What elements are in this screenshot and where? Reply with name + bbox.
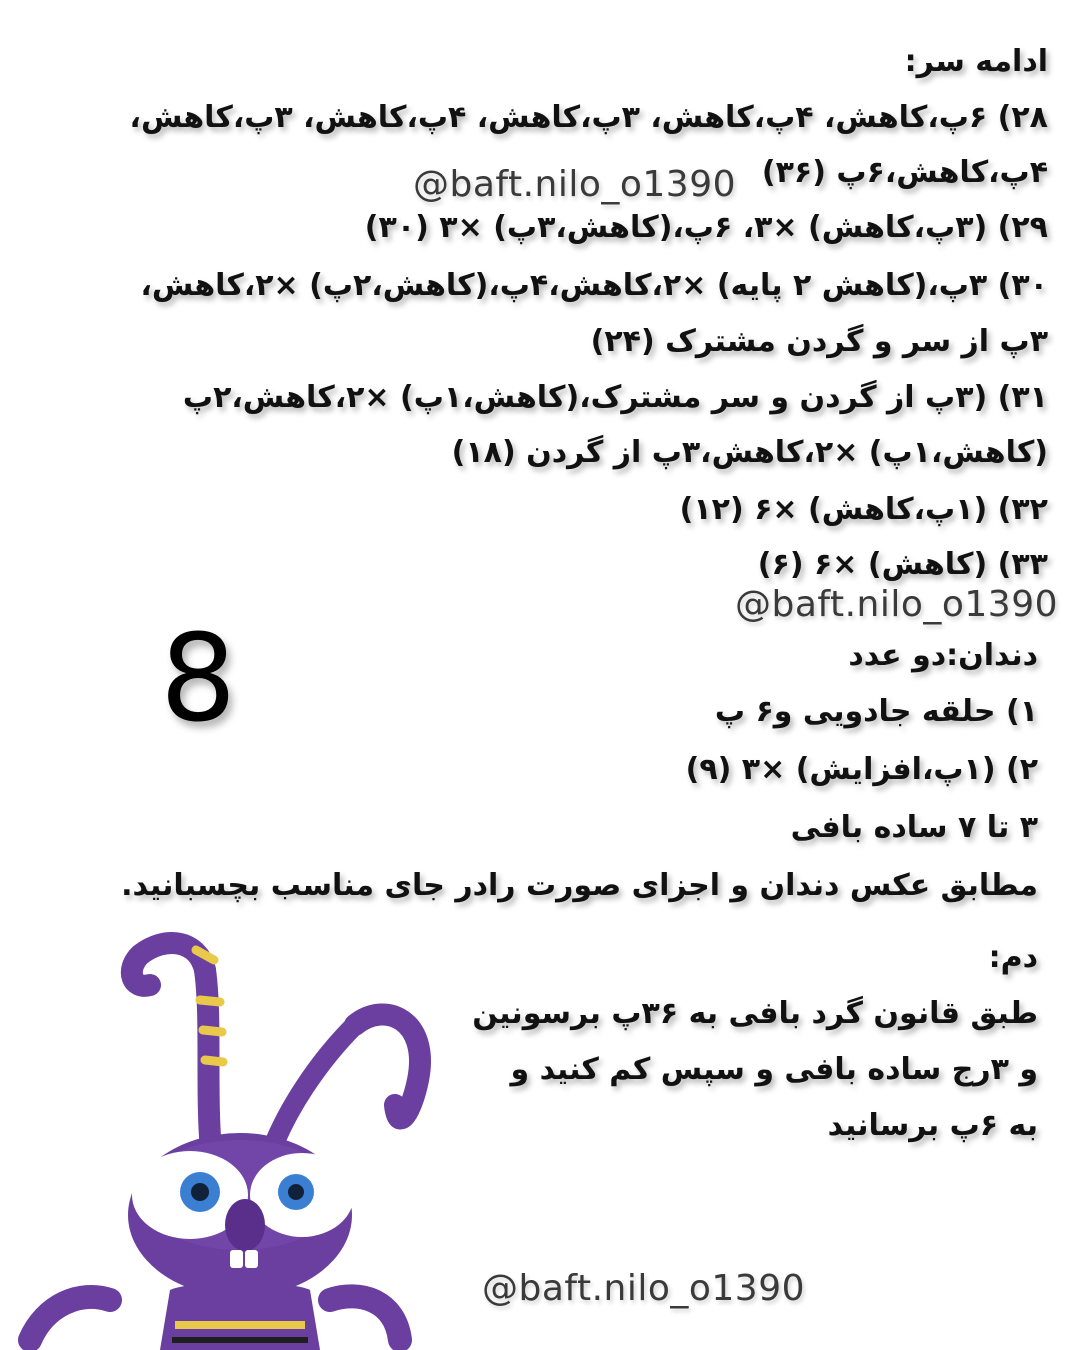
watermark: @baft.nilo_o1390	[482, 1268, 805, 1309]
ant-head	[128, 1133, 354, 1297]
pattern-row-30-cont: ۳پ از سر و گردن مشترک (۲۴)	[590, 324, 1048, 359]
teeth-row-3-7: ۳ تا ۷ ساده بافی	[790, 810, 1038, 845]
crochet-ant-image	[0, 930, 470, 1350]
right-antenna	[268, 1014, 420, 1160]
tail-section-title: دم:	[988, 940, 1038, 975]
pattern-row-29: ۲۹) (۳پ،کاهش) ×۳، ۶پ،(کاهش،۳پ) ×۳ (۳۰)	[364, 210, 1048, 245]
teeth-row-1: ۱) حلقه جادویی و۶ پ	[714, 694, 1038, 729]
head-section-title: ادامه سر:	[904, 44, 1048, 79]
watermark: @baft.nilo_o1390	[735, 584, 1058, 625]
teeth-assembly-note: مطابق عکس دندان و اجزای صورت رادر جای مناسب بچسبانید.	[121, 868, 1038, 903]
tail-row-2: و ۳رج ساده بافی و سپس کم کنید و	[510, 1052, 1038, 1087]
page-number: 8	[160, 610, 237, 749]
pattern-row-33: ۳۳) (کاهش) ×۶ (۶)	[757, 547, 1048, 582]
pattern-row-30: ۳۰) ۳پ،(کاهش ۲ پایه) ×۲،کاهش،۴پ،(کاهش،۲پ) ×۲،کاهش،	[140, 268, 1048, 303]
watermark: @baft.nilo_o1390	[413, 164, 736, 205]
pattern-row-31: ۳۱) (۳پ از گردن و سر مشترک،(کاهش،۱پ) ×۲،کاهش،۲پ	[182, 380, 1048, 415]
teeth-section-title: دندان:دو عدد	[848, 638, 1038, 673]
ant-body	[30, 1283, 400, 1350]
pattern-row-28-cont: ۴پ،کاهش،۶پ (۳۶)	[761, 155, 1048, 190]
pattern-row-32: ۳۲) (۱پ،کاهش) ×۶ (۱۲)	[679, 492, 1048, 527]
left-antenna	[132, 943, 223, 1160]
tail-row-3: به ۶پ برسانید	[827, 1108, 1038, 1143]
pattern-row-31-cont: (کاهش،۱پ) ×۲،کاهش،۳پ از گردن (۱۸)	[451, 435, 1048, 470]
pattern-row-28: ۲۸) ۶پ،کاهش، ۴پ،کاهش، ۳پ،کاهش، ۴پ،کاهش، ۳پ،کاهش،	[129, 100, 1048, 135]
tail-row-1: طبق قانون گرد بافی به ۳۶پ برسونین	[472, 996, 1038, 1031]
teeth-row-2: ۲) (۱پ،افزایش) ×۳ (۹)	[685, 752, 1038, 787]
